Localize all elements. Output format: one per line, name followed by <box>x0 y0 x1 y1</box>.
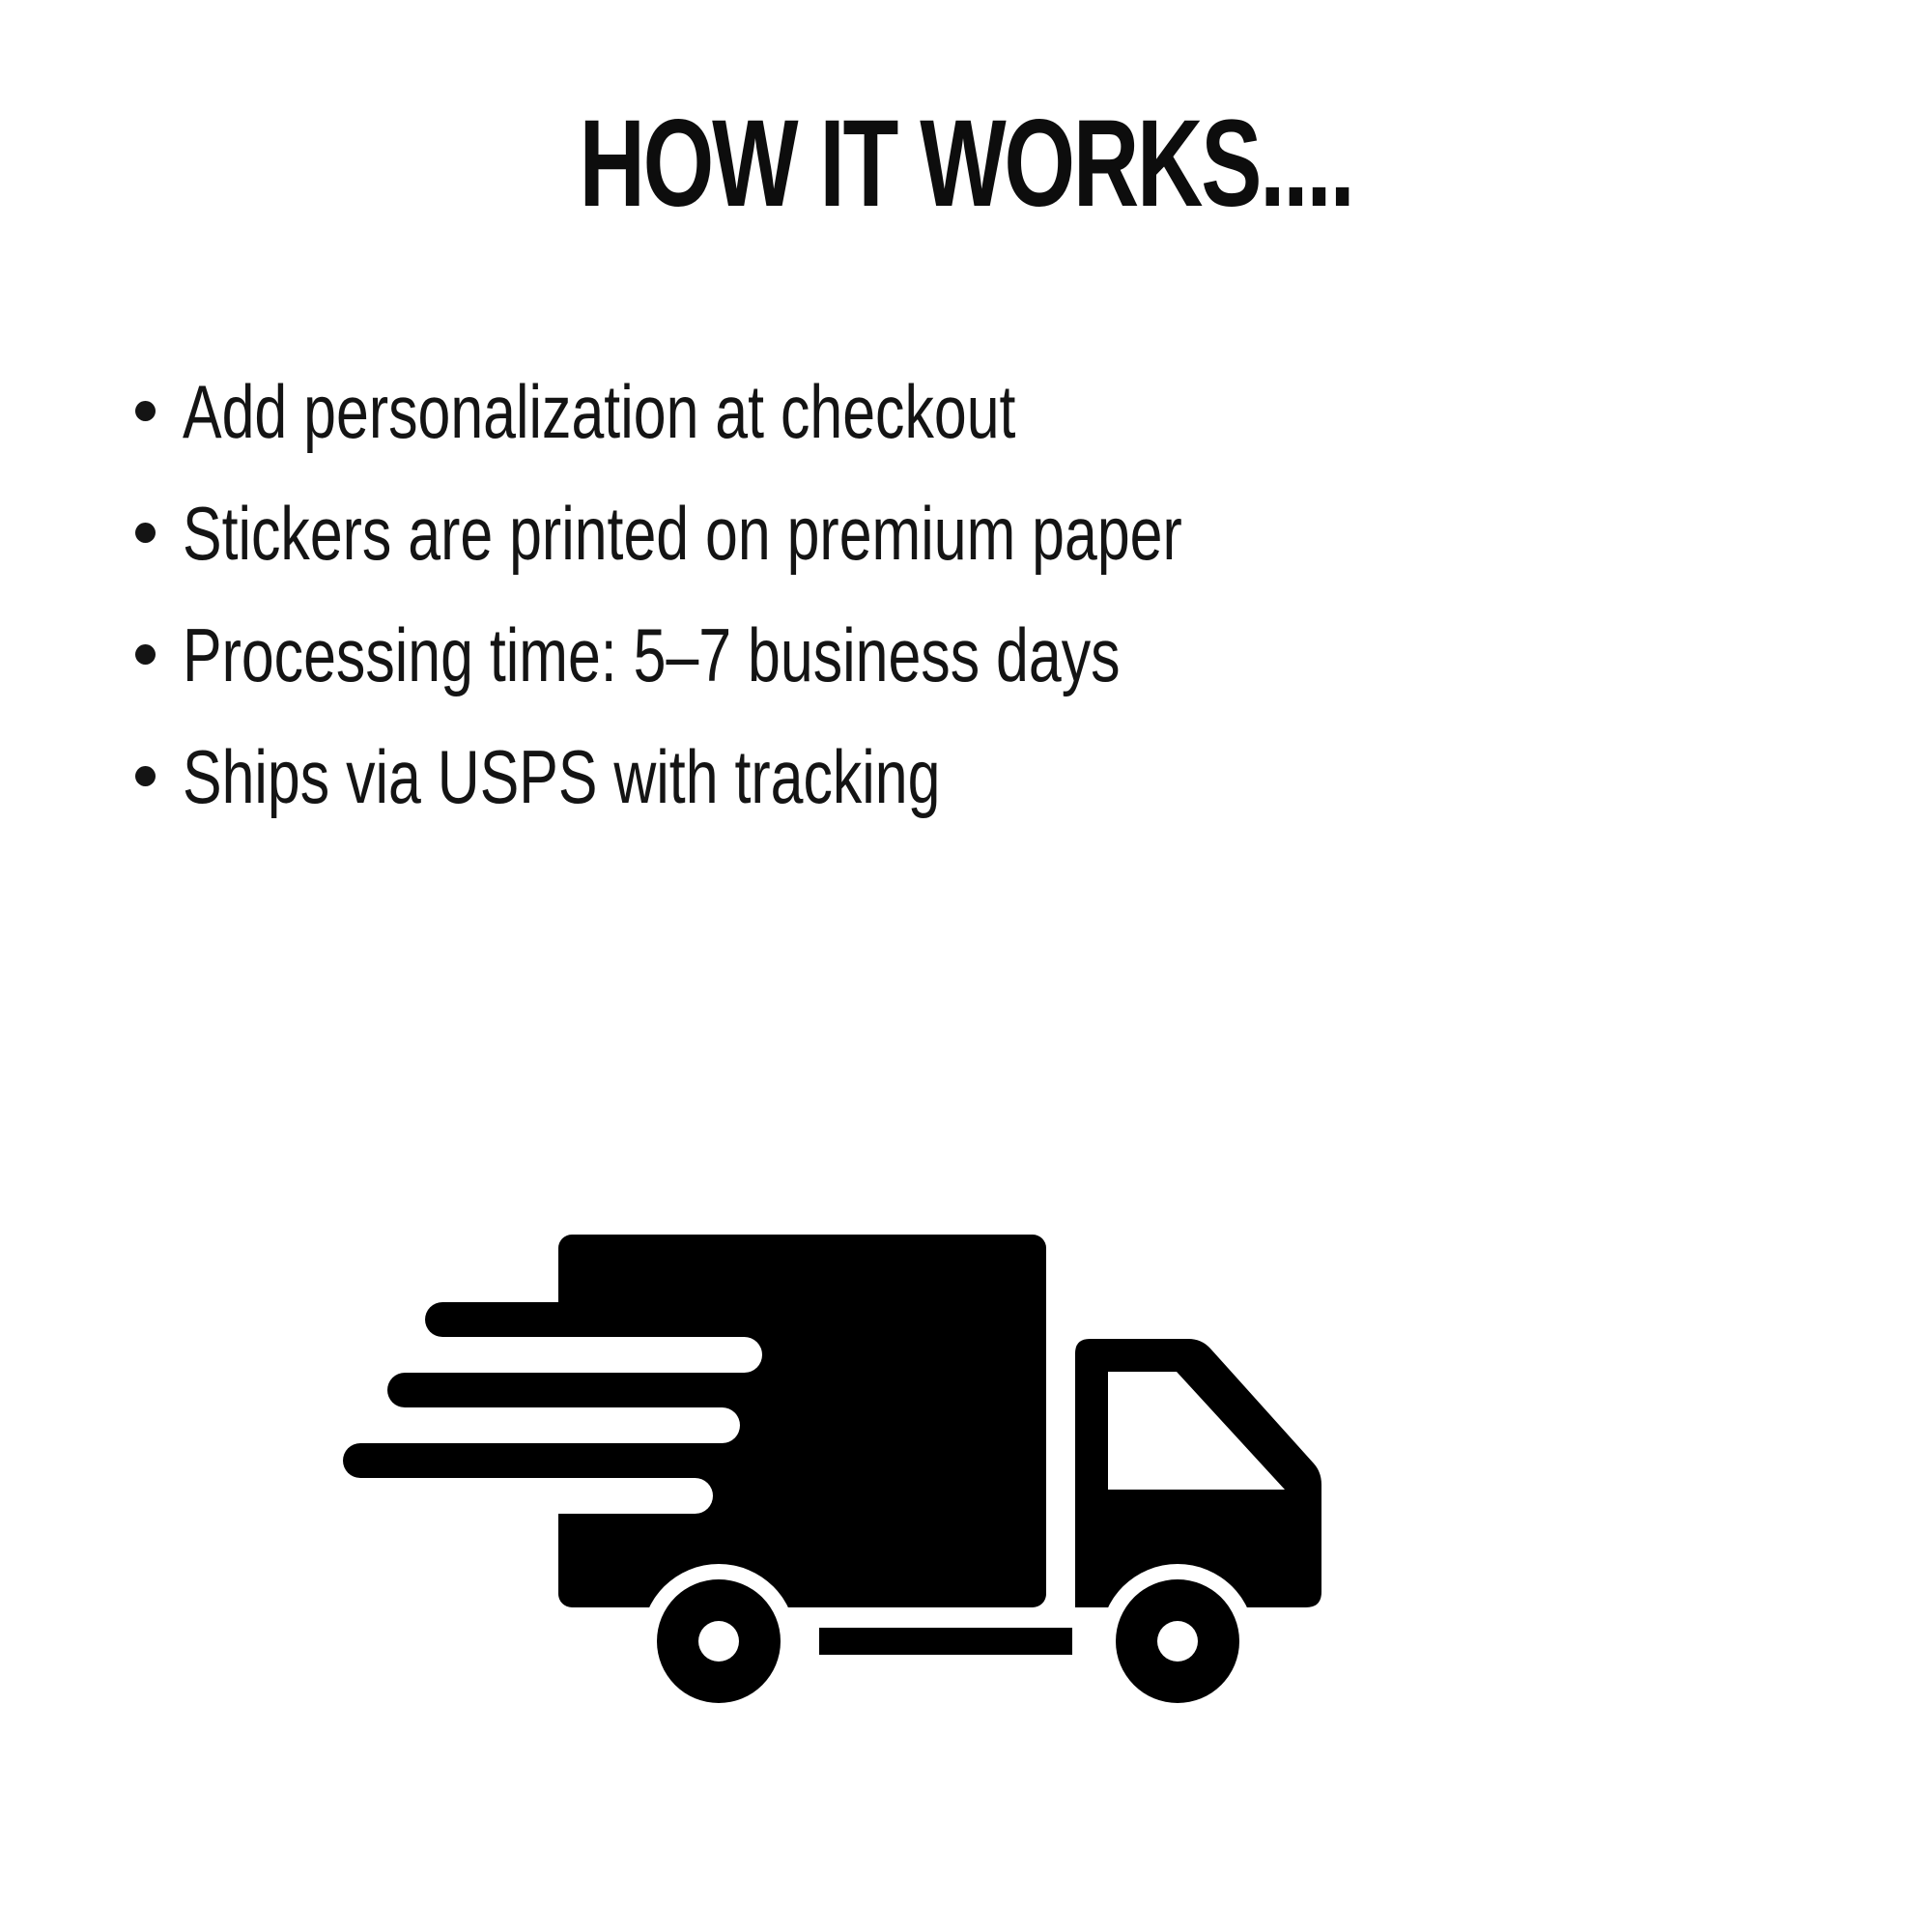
bullet-text: Add personalization at checkout <box>183 369 1016 454</box>
fast-shipping-truck-icon <box>270 1198 1410 1739</box>
speed-line-gaps <box>270 1337 762 1514</box>
list-item <box>135 351 1464 472</box>
bullet-dot-icon <box>135 523 156 543</box>
bullet-dot-icon <box>135 766 156 786</box>
truck-bumper-bar <box>819 1628 1072 1655</box>
list-item <box>135 472 1464 594</box>
list-item <box>135 594 1464 716</box>
page-title: HOW IT WORKS.... <box>579 95 1353 233</box>
bullet-text: Ships via USPS with tracking <box>183 734 941 819</box>
bullet-text: Processing time: 5–7 business days <box>183 612 1121 697</box>
bullet-list <box>135 351 1464 838</box>
bullet-dot-icon <box>135 401 156 421</box>
bullet-text: Stickers are printed on premium paper <box>183 491 1182 576</box>
speed-lines <box>343 1302 821 1478</box>
truck-rear-wheel <box>641 1564 796 1719</box>
truck-front-wheel <box>1100 1564 1255 1719</box>
bullet-dot-icon <box>135 644 156 665</box>
list-item <box>135 716 1464 838</box>
